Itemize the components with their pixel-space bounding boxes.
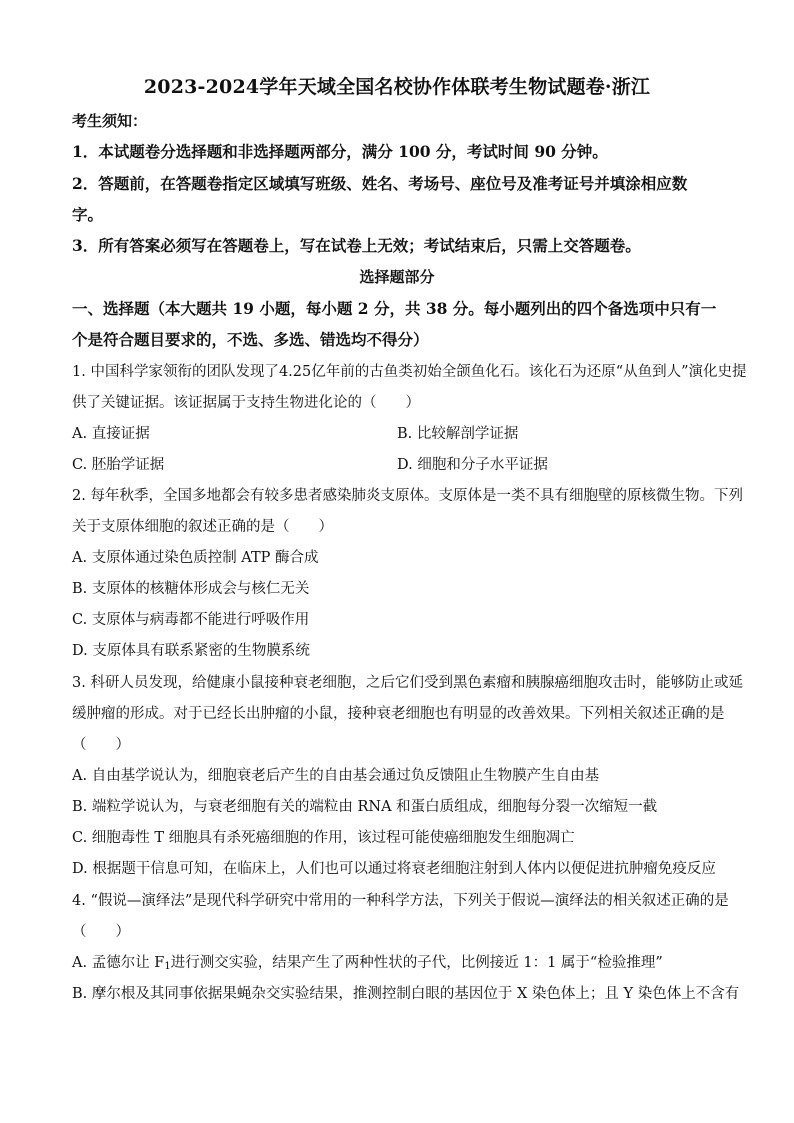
q4-option-a-post: 进行测交实验，结果产生了两种性状的子代，比例接近 1：1 属于“检验推理” [170,955,663,971]
q4-option-b: B. 摩尔根及其同事依据果蝇杂交实验结果，推测控制白眼的基因位于 X 染色体上；且 Y 染色体上不含有 [72,986,740,1002]
notice-item-1: 1．本试题卷分选择题和非选择题两部分，满分 100 分，考试时间 90 分钟。 [72,142,608,161]
q2-option-c: C. 支原体与病毒都不能进行呼吸作用 [72,612,310,628]
q1-stem-line1: 1. 中国科学家领衔的团队发现了4.25亿年前的古鱼类初始全颌鱼化石。该化石为还原“从鱼到人”演化史提 [72,364,747,380]
q3-option-a: A. 自由基学说认为，细胞衰老后产生的自由基会通过负反馈阻止生物膜产生自由基 [72,768,600,784]
q2-option-b: B. 支原体的核糖体形成会与核仁无关 [72,581,310,597]
notice-item-2-cont: 字。 [72,205,104,224]
q2-stem-line2: 关于支原体细胞的叙述正确的是（ ） [72,519,333,535]
q2-option-a: A. 支原体通过染色质控制 ATP 酶合成 [72,550,319,566]
q3-stem-line3: （ ） [72,737,130,753]
q1-option-b: B. 比较解剖学证据 [397,426,519,442]
q1-option-a: A. 直接证据 [72,426,150,442]
q3-stem-line2: 缓肿瘤的形成。对于已经长出肿瘤的小鼠，接种衰老细胞也有明显的改善效果。下列相关叙述正确的是 [72,706,725,722]
q1-stem-line2: 供了关键证据。该证据属于支持生物进化论的（ ） [72,395,420,411]
notice-item-3: 3．所有答案必须写在答题卷上，写在试卷上无效；考试结束后，只需上交答题卷。 [72,236,641,255]
q3-stem-line1: 3. 科研人员发现，给健康小鼠接种衰老细胞，之后它们受到黑色素瘤和胰腺癌细胞攻击时，能够防止或延 [72,675,743,691]
q3-option-b: B. 端粒学说认为，与衰老细胞有关的端粒由 RNA 和蛋白质组成，细胞每分裂一次缩短一截 [72,799,658,815]
q1-option-c: C. 胚胎学证据 [72,457,165,473]
part1-line2: 个是符合题目要求的，不选、多选、错选均不得分） [72,330,429,349]
q4-option-a-subscript: 1 [164,961,171,972]
q1-option-d: D. 细胞和分子水平证据 [397,457,548,473]
q4-option-a [72,951,663,972]
notice-item-2: 2．答题前，在答题卷指定区域填写班级、姓名、考场号、座位号及准考证号并填涂相应数 [72,174,688,193]
q4-option-a-pre: A. 孟德尔让 F [72,955,165,971]
q2-stem-line1: 2. 每年秋季，全国多地都会有较多患者感染肺炎支原体。支原体是一类不具有细胞壁的原核微生物。下列 [72,488,743,504]
q3-option-d: D. 根据题干信息可知，在临床上，人们也可以通过将衰老细胞注射到人体内以便促进抗肿瘤免疫反应 [72,861,716,877]
notice-heading: 考生须知： [72,112,148,130]
exam-title: 2023-2024学年天域全国名校协作体联考生物试题卷·浙江 [143,76,651,98]
q4-stem-line1: 4. “假说—演绎法”是现代科学研究中常用的一种科学方法，下列关于假说—演绎法的相关叙述正确的是 [72,893,729,909]
q3-option-c: C. 细胞毒性 T 细胞具有杀死癌细胞的作用，该过程可能使癌细胞发生细胞凋亡 [72,830,575,846]
section-title: 选择题部分 [359,268,435,286]
q2-option-d: D. 支原体具有联系紧密的生物膜系统 [72,643,310,659]
q4-stem-line2: （ ） [72,924,130,940]
part1-line1: 一、选择题（本大题共 19 小题，每小题 2 分，共 38 分。每小题列出的四个备选项中只有一 [72,299,717,318]
